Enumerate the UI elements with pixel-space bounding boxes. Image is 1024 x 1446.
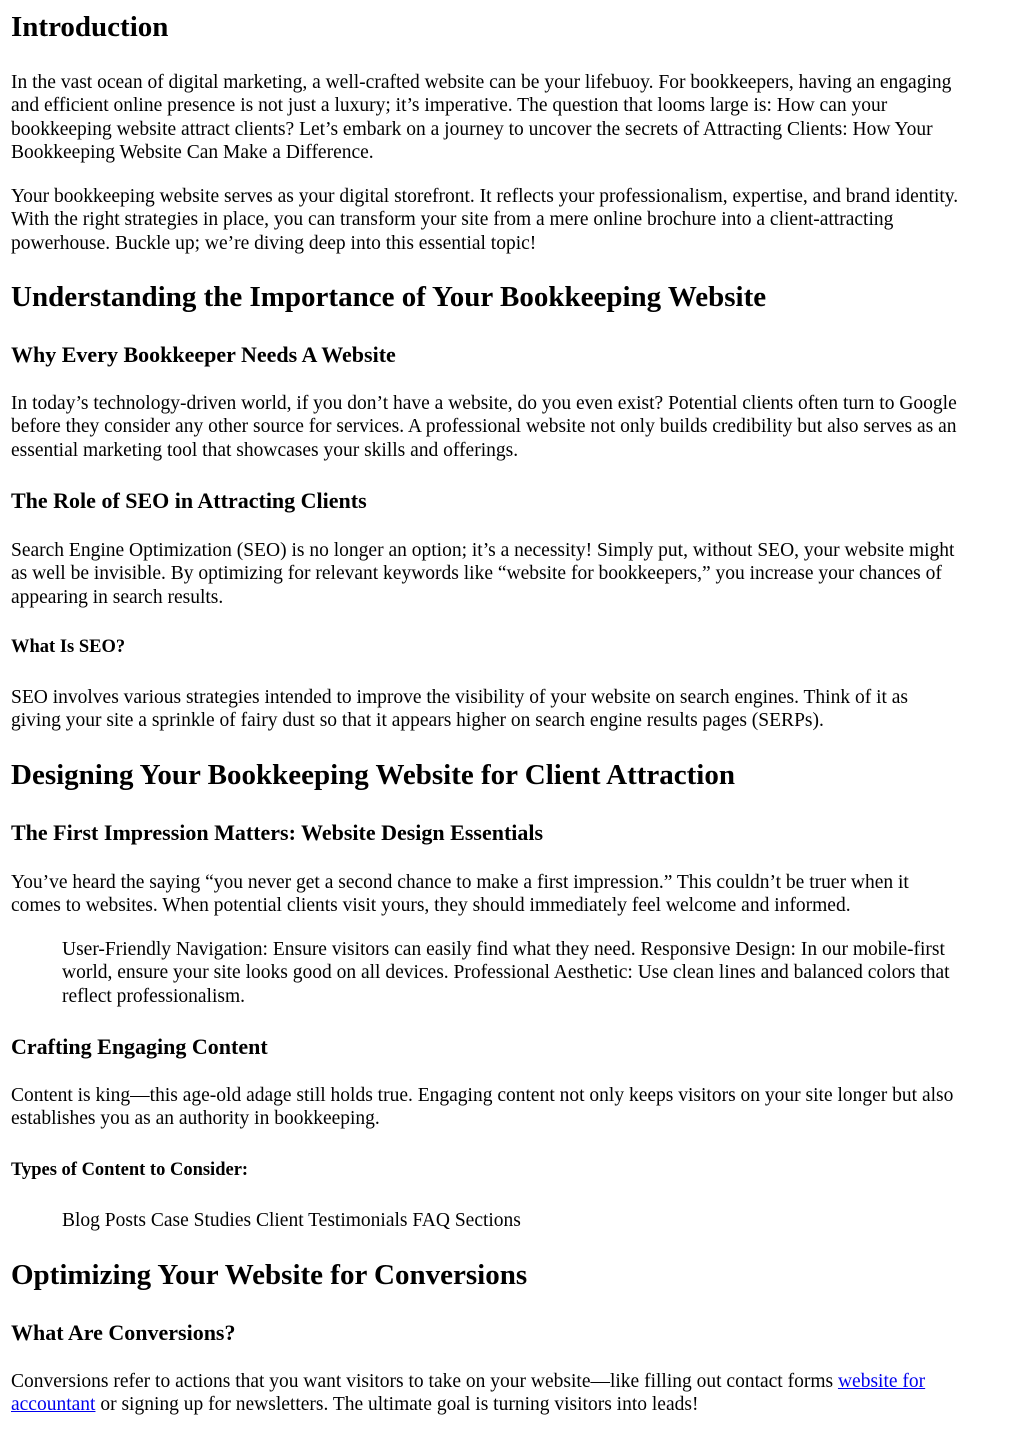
- text-line: bookkeeping website attract clients? Let’s embark on a journey to uncover the secrets of Attracting Clients: How Your: [11, 118, 933, 140]
- list-line: reflect professionalism.: [62, 985, 246, 1007]
- text-segment: Conversions refer to actions that you want visitors to take on your website—like filling out contact forms: [11, 1371, 838, 1392]
- text-segment: or signing up for newsletters. The ultimate goal is turning visitors into leads!: [95, 1394, 699, 1416]
- text-line: giving your site a sprinkle of fairy dust so that it appears higher on search engine results pages (SERPs).: [11, 710, 824, 732]
- text-line: In today’s technology-driven world, if you don’t have a website, do you even exist? Potential clients often turn to Google: [11, 393, 957, 414]
- seo-role-paragraph: [11, 539, 954, 609]
- text-line: comes to websites. When potential clients visit yours, they should immediately feel welcome and informed.: [11, 895, 851, 917]
- why-website-paragraph: [11, 392, 957, 462]
- text-line: as well be invisible. By optimizing for relevant keywords like “website for bookkeepers,” you increase your chances of: [11, 563, 942, 585]
- heading-introduction: Introduction: [11, 11, 169, 43]
- text-line: In the vast ocean of digital marketing, a well-crafted website can be your lifebuoy. For bookkeepers, having an engaging: [11, 72, 952, 93]
- intro-paragraph-1: [11, 71, 951, 164]
- conversions-paragraph: [11, 1370, 925, 1417]
- text-line: appearing in search results.: [11, 586, 224, 608]
- heading-why-website: Why Every Bookkeeper Needs A Website: [11, 342, 396, 367]
- link-text[interactable]: accountant: [11, 1394, 96, 1416]
- intro-paragraph-2: [11, 185, 958, 255]
- link-text[interactable]: website for: [837, 1371, 926, 1392]
- heading-designing: Designing Your Bookkeeping Website for Client Attraction: [11, 759, 735, 791]
- text-line: SEO involves various strategies intended to improve the visibility of your website on search engines. Think of it as: [11, 687, 909, 708]
- heading-what-are-conversions: What Are Conversions?: [11, 1320, 236, 1345]
- text-line: establishes you as an authority in bookkeeping.: [11, 1108, 380, 1130]
- engaging-content-paragraph: [11, 1084, 953, 1131]
- what-is-seo-paragraph: [11, 686, 908, 733]
- list-line: world, ensure your site looks good on all devices. Professional Aesthetic: Use clean lines and balanced colors that: [62, 962, 950, 984]
- text-line: and efficient online presence is not just a luxury; it’s imperative. The question that looms large is: How can your: [11, 95, 888, 117]
- first-impression-paragraph: [11, 871, 909, 918]
- text-line: With the right strategies in place, you can transform your site from a mere online brochure into a client-attracting: [11, 209, 894, 231]
- heading-importance: Understanding the Importance of Your Bookkeeping Website: [11, 281, 767, 313]
- heading-content-types: Types of Content to Consider:: [11, 1160, 249, 1180]
- text-line: You’ve heard the saying “you never get a second chance to make a first impression.” This couldn’t be truer when it: [11, 872, 909, 893]
- text-line: Your bookkeeping website serves as your digital storefront. It reflects your professionalism, expertise, and brand identity.: [11, 186, 959, 207]
- heading-seo-role: The Role of SEO in Attracting Clients: [11, 488, 367, 513]
- design-essentials-list: [62, 938, 950, 1008]
- text-line: powerhouse. Buckle up; we’re diving deep into this essential topic!: [11, 232, 537, 254]
- text-line: Content is king—this age-old adage still holds true. Engaging content not only keeps visitors on your site longer but also: [11, 1085, 954, 1106]
- heading-what-is-seo: What Is SEO?: [11, 637, 126, 657]
- heading-first-impression: The First Impression Matters: Website Design Essentials: [11, 820, 544, 845]
- content-types-list: Blog Posts Case Studies Client Testimonials FAQ Sections: [62, 1210, 521, 1231]
- list-line: User-Friendly Navigation: Ensure visitors can easily find what they need. Responsive Design: In our mobile-first: [62, 939, 945, 960]
- text-line: before they consider any other source for services. A professional website not only builds credibility but also serves as an: [11, 416, 957, 438]
- text-line: essential marketing tool that showcases your skills and offerings.: [11, 439, 519, 461]
- heading-optimizing: Optimizing Your Website for Conversions: [11, 1259, 528, 1291]
- heading-engaging-content: Crafting Engaging Content: [11, 1034, 268, 1059]
- text-line: Search Engine Optimization (SEO) is no longer an option; it’s a necessity! Simply put, without SEO, your website might: [11, 540, 955, 561]
- text-line: Bookkeeping Website Can Make a Difference.: [11, 141, 374, 163]
